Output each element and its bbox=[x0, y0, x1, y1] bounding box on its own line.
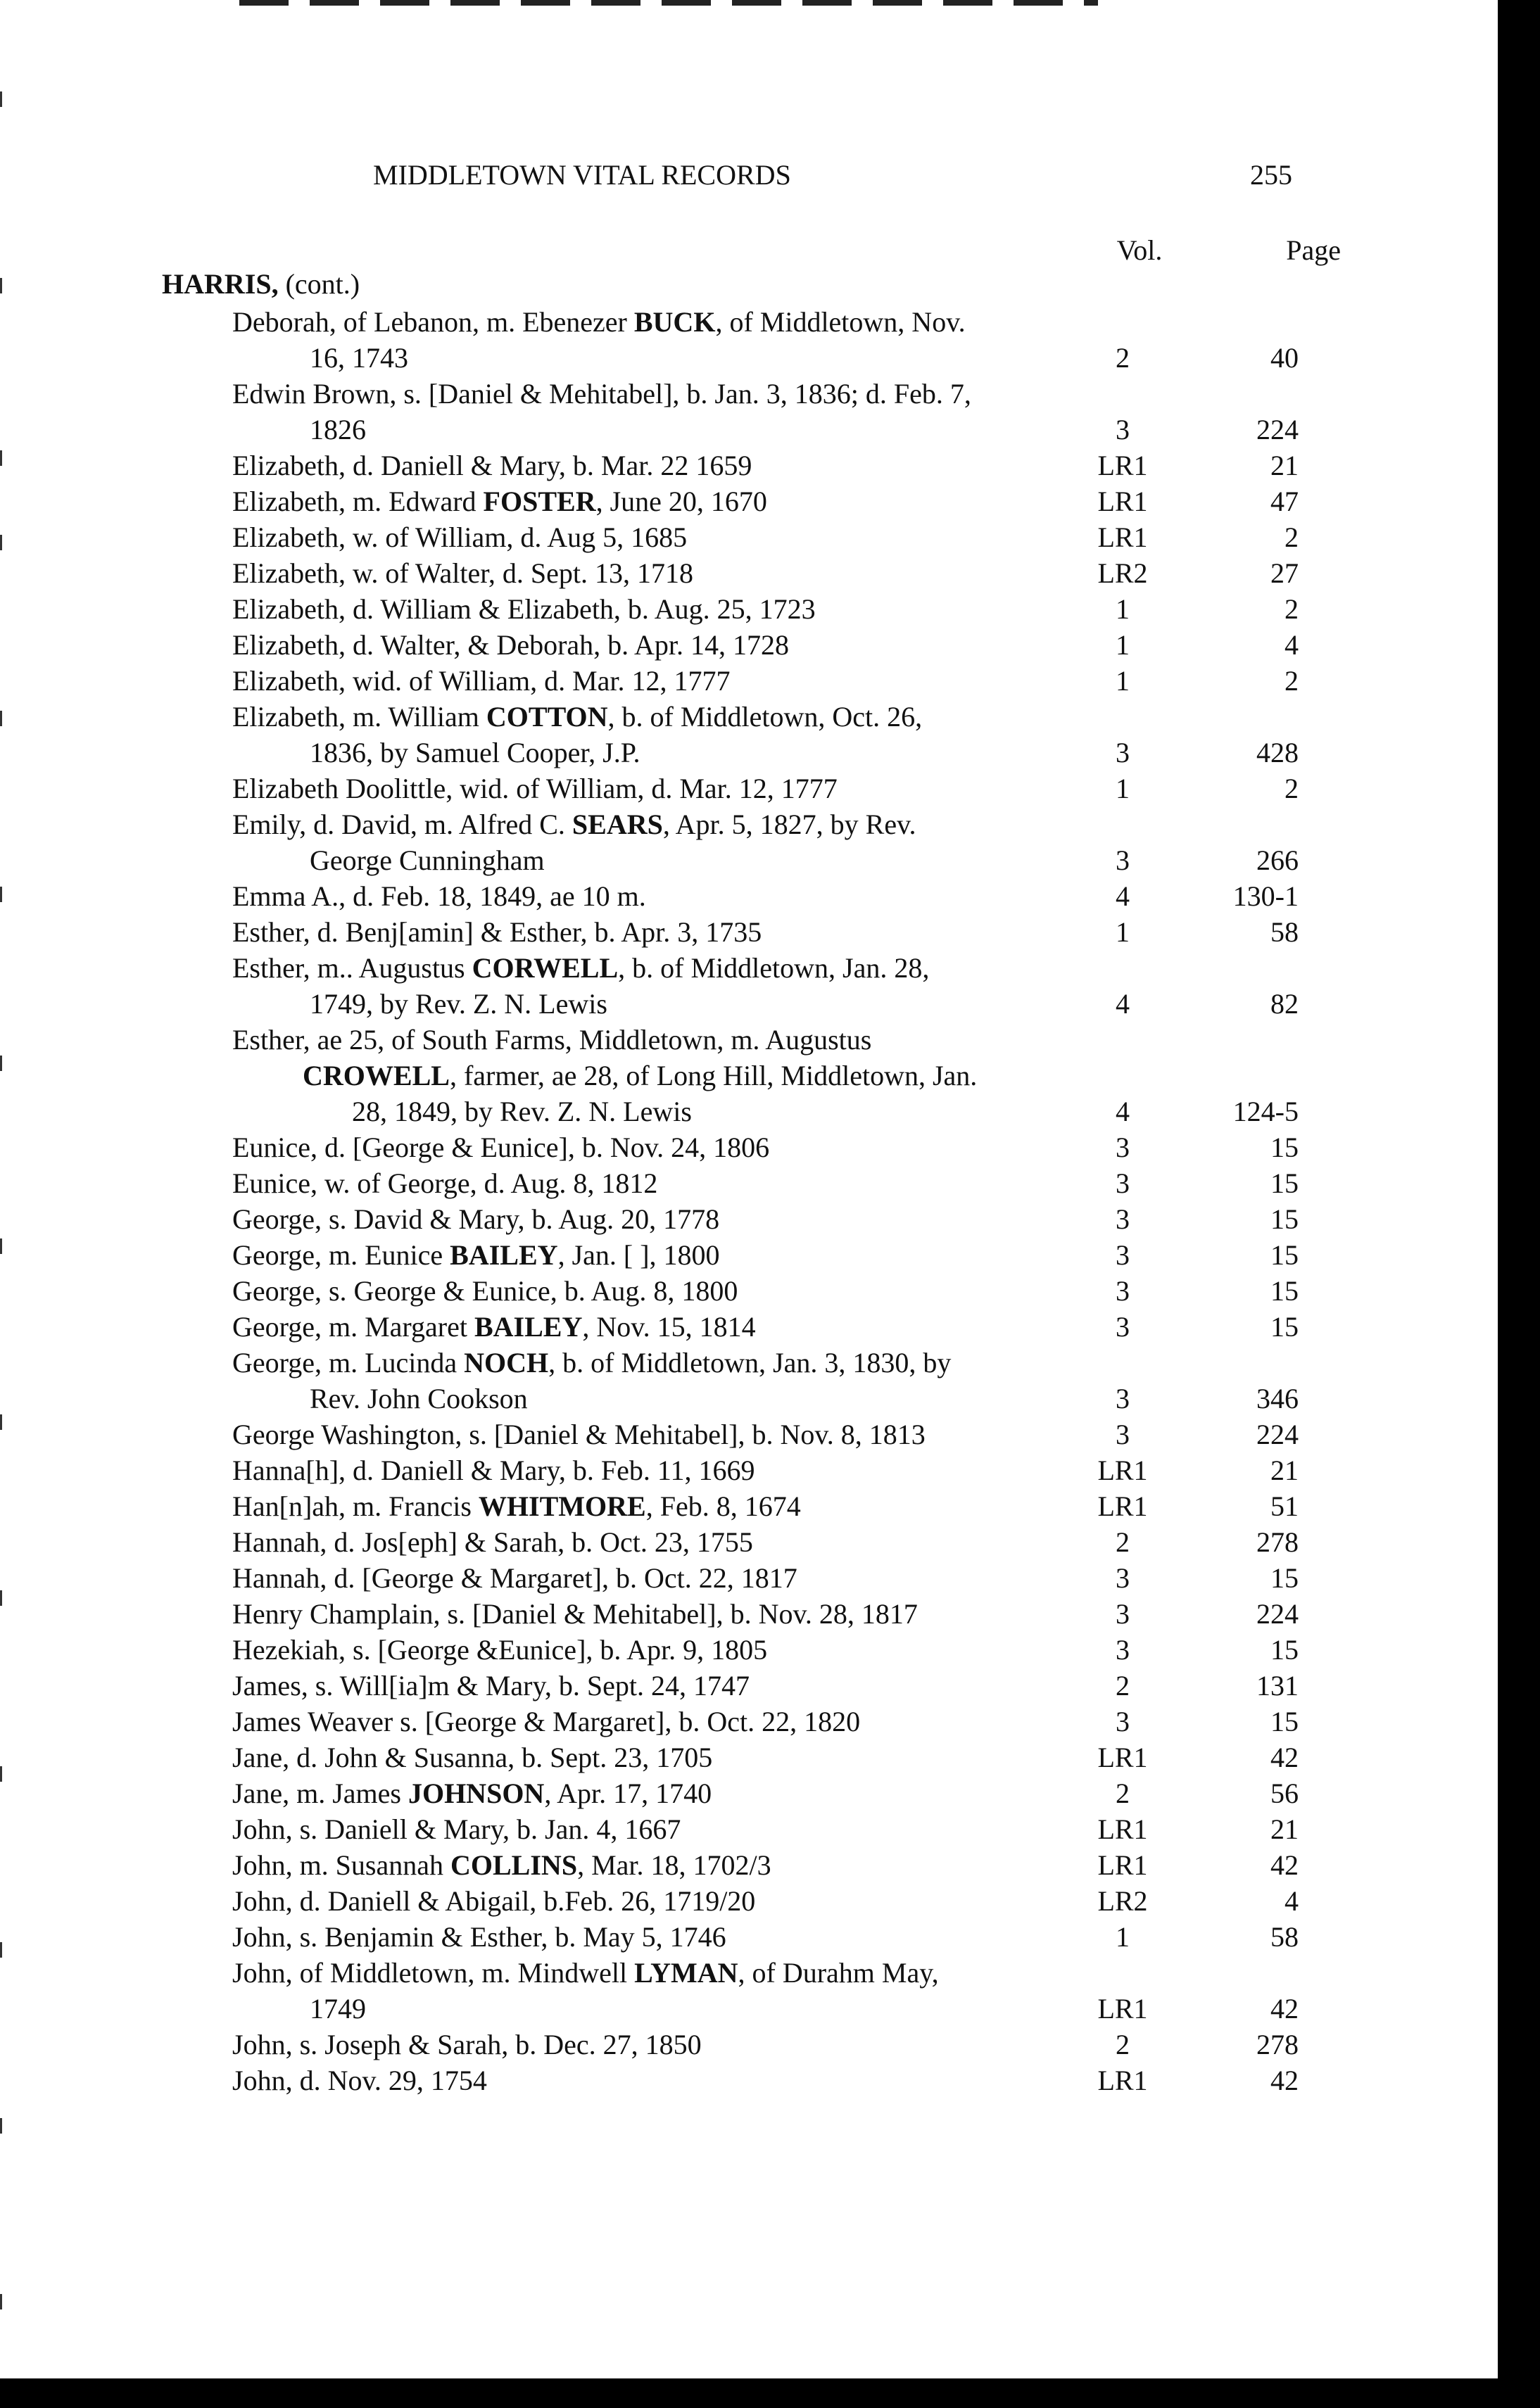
spouse-surname: BAILEY bbox=[450, 1239, 558, 1271]
entry-volume: LR1 bbox=[1097, 2065, 1148, 2096]
surname-name: HARRIS, bbox=[162, 268, 279, 300]
entry-text-segment: Edwin Brown, s. [Daniel & Mehitabel], b. Jan. 3, 1836; d. Feb. 7, bbox=[232, 378, 971, 410]
spouse-surname: COTTON bbox=[486, 701, 608, 733]
record-entry bbox=[0, 1740, 1498, 1775]
record-entry bbox=[0, 950, 1498, 1022]
entry-text bbox=[0, 1919, 1498, 1955]
entry-volume: 2 bbox=[1116, 1526, 1130, 1558]
entry-volume: LR1 bbox=[1097, 1490, 1148, 1522]
record-entry bbox=[0, 1309, 1498, 1345]
entry-text bbox=[0, 1273, 1498, 1309]
record-entry bbox=[0, 591, 1498, 627]
entry-volume: 1 bbox=[1116, 916, 1130, 948]
entry-page: 278 bbox=[1256, 1526, 1299, 1558]
entry-volume: LR1 bbox=[1097, 450, 1148, 481]
record-entry bbox=[0, 878, 1498, 914]
entry-page: 124-5 bbox=[1232, 1096, 1299, 1127]
record-entry bbox=[0, 304, 1498, 376]
entry-text bbox=[0, 448, 1498, 483]
entry-text bbox=[0, 1165, 1498, 1201]
entry-text-segment: Emily, d. David, m. Alfred C. bbox=[232, 809, 572, 840]
margin-mark bbox=[0, 278, 2, 293]
entry-text bbox=[0, 1811, 1498, 1847]
entry-text bbox=[0, 1668, 1498, 1704]
entry-volume: 1 bbox=[1116, 593, 1130, 625]
entry-volume: 4 bbox=[1116, 880, 1130, 912]
entry-text-segment: , b. of Middletown, Oct. 26, bbox=[607, 701, 923, 733]
entry-text bbox=[0, 1022, 1498, 1058]
spouse-surname: FOSTER bbox=[483, 486, 596, 517]
entry-text bbox=[0, 1524, 1498, 1560]
entry-text-segment: Hezekiah, s. [George &Eunice], b. Apr. 9, 1805 bbox=[232, 1634, 768, 1666]
entry-text-segment: Elizabeth, w. of Walter, d. Sept. 13, 1718 bbox=[232, 557, 694, 589]
entry-page: 21 bbox=[1270, 1813, 1299, 1845]
entry-page: 2 bbox=[1285, 773, 1299, 804]
entry-text-continued bbox=[0, 1991, 1498, 2027]
entry-volume: 3 bbox=[1116, 1311, 1130, 1343]
entry-page: 82 bbox=[1270, 988, 1299, 1020]
record-entry bbox=[0, 1919, 1498, 1955]
entry-page: 42 bbox=[1270, 1849, 1299, 1881]
entry-text-segment: George, s. George & Eunice, b. Aug. 8, 1800 bbox=[232, 1275, 738, 1307]
entry-text-segment: 28, 1849, by Rev. Z. N. Lewis bbox=[352, 1096, 692, 1127]
entry-text bbox=[0, 1847, 1498, 1883]
entry-text-continued bbox=[0, 1058, 1498, 1094]
entry-text-continued bbox=[0, 340, 1498, 376]
entry-page: 27 bbox=[1270, 557, 1299, 589]
entry-text-segment: 1749 bbox=[310, 1993, 366, 2024]
entry-page: 2 bbox=[1285, 665, 1299, 697]
entry-volume: 3 bbox=[1116, 1167, 1130, 1199]
entry-text-segment: Elizabeth, m. Edward bbox=[232, 486, 484, 517]
record-entry bbox=[0, 699, 1498, 771]
record-entry bbox=[0, 1273, 1498, 1309]
entry-page: 2 bbox=[1285, 593, 1299, 625]
entry-text bbox=[0, 1237, 1498, 1273]
margin-mark bbox=[0, 2294, 2, 2309]
entry-text bbox=[0, 376, 1498, 412]
record-entry bbox=[0, 1524, 1498, 1560]
entry-text-segment: John, m. Susannah bbox=[232, 1849, 450, 1881]
entry-volume: LR1 bbox=[1097, 1455, 1148, 1486]
entry-page: 42 bbox=[1270, 1993, 1299, 2024]
entry-volume: 2 bbox=[1116, 1670, 1130, 1702]
record-entry bbox=[0, 1632, 1498, 1668]
spouse-surname: CROWELL bbox=[303, 1060, 450, 1091]
entry-text bbox=[0, 1560, 1498, 1596]
page-number: 255 bbox=[1250, 159, 1292, 191]
entry-text bbox=[0, 483, 1498, 519]
record-entry bbox=[0, 1560, 1498, 1596]
record-entry bbox=[0, 1201, 1498, 1237]
entry-text bbox=[0, 1201, 1498, 1237]
entry-volume: LR1 bbox=[1097, 1742, 1148, 1773]
entry-text-segment: Eunice, w. of George, d. Aug. 8, 1812 bbox=[232, 1167, 658, 1199]
entry-text-segment: , June 20, 1670 bbox=[595, 486, 767, 517]
entry-text-segment: John, d. Nov. 29, 1754 bbox=[232, 2065, 487, 2096]
entry-volume: 1 bbox=[1116, 629, 1130, 661]
entry-text-segment: , of Durahm May, bbox=[738, 1957, 939, 1989]
entry-volume: 3 bbox=[1116, 1275, 1130, 1307]
record-entry bbox=[0, 1165, 1498, 1201]
spouse-surname: BAILEY bbox=[474, 1311, 583, 1343]
entry-volume: 3 bbox=[1116, 1634, 1130, 1666]
entry-text-segment: Jane, m. James bbox=[232, 1778, 408, 1809]
entry-text-segment: Han[n]ah, m. Francis bbox=[232, 1490, 479, 1522]
entry-text-segment: Elizabeth, m. William bbox=[232, 701, 486, 733]
spouse-surname: NOCH bbox=[464, 1347, 549, 1379]
entry-text-segment: George, m. Eunice bbox=[232, 1239, 450, 1271]
record-entry bbox=[0, 1955, 1498, 2027]
entry-text-segment: Rev. John Cookson bbox=[310, 1383, 528, 1414]
entry-page: 4 bbox=[1285, 629, 1299, 661]
record-entry bbox=[0, 1237, 1498, 1273]
entry-text-segment: Esther, m.. Augustus bbox=[232, 952, 472, 984]
entry-text-segment: Elizabeth, d. William & Elizabeth, b. Aug. 25, 1723 bbox=[232, 593, 816, 625]
entry-page: 15 bbox=[1270, 1167, 1299, 1199]
entry-text-segment: James Weaver s. [George & Margaret], b. Oct. 22, 1820 bbox=[232, 1706, 861, 1737]
spouse-surname: COLLINS bbox=[450, 1849, 578, 1881]
record-entry bbox=[0, 1596, 1498, 1632]
entry-volume: LR2 bbox=[1097, 1885, 1148, 1917]
entry-text-segment: James, s. Will[ia]m & Mary, b. Sept. 24, 1747 bbox=[232, 1670, 750, 1702]
entry-text-segment: Esther, d. Benj[amin] & Esther, b. Apr. 3, 1735 bbox=[232, 916, 762, 948]
spouse-surname: SEARS bbox=[572, 809, 663, 840]
entry-volume: LR1 bbox=[1097, 1813, 1148, 1845]
entry-page: 21 bbox=[1270, 1455, 1299, 1486]
spouse-surname: LYMAN bbox=[634, 1957, 738, 1989]
entry-volume: 3 bbox=[1116, 1419, 1130, 1450]
entry-text bbox=[0, 1309, 1498, 1345]
entry-volume: LR1 bbox=[1097, 521, 1148, 553]
entry-page: 51 bbox=[1270, 1490, 1299, 1522]
entry-text bbox=[0, 1345, 1498, 1381]
entry-text bbox=[0, 914, 1498, 950]
entry-text-segment: , Feb. 8, 1674 bbox=[645, 1490, 801, 1522]
entry-text-segment: , Jan. [ ], 1800 bbox=[557, 1239, 720, 1271]
record-entry bbox=[0, 2062, 1498, 2098]
entry-page: 15 bbox=[1270, 1132, 1299, 1163]
entry-page: 56 bbox=[1270, 1778, 1299, 1809]
entry-text bbox=[0, 591, 1498, 627]
entry-text-segment: Emma A., d. Feb. 18, 1849, ae 10 m. bbox=[232, 880, 646, 912]
entry-volume: 2 bbox=[1116, 1778, 1130, 1809]
entry-text bbox=[0, 2062, 1498, 2098]
entry-volume: 3 bbox=[1116, 1132, 1130, 1163]
spouse-surname: BUCK bbox=[633, 306, 716, 338]
entry-text-segment: Hanna[h], d. Daniell & Mary, b. Feb. 11, 1669 bbox=[232, 1455, 755, 1486]
entry-text-continued bbox=[0, 1094, 1498, 1129]
record-entry bbox=[0, 1847, 1498, 1883]
entry-text bbox=[0, 1775, 1498, 1811]
entry-text-segment: John, s. Benjamin & Esther, b. May 5, 1746 bbox=[232, 1921, 726, 1953]
entry-page: 428 bbox=[1256, 737, 1299, 768]
entry-volume: 4 bbox=[1116, 988, 1130, 1020]
entry-text-segment: Elizabeth, d. Walter, & Deborah, b. Apr. 14, 1728 bbox=[232, 629, 789, 661]
surname-suffix: (cont.) bbox=[285, 268, 360, 300]
entry-volume: 3 bbox=[1116, 844, 1130, 876]
record-entry bbox=[0, 483, 1498, 519]
entry-text-continued bbox=[0, 986, 1498, 1022]
entry-text-continued bbox=[0, 735, 1498, 771]
entry-page: 15 bbox=[1270, 1311, 1299, 1343]
column-header-vol: Vol. bbox=[1116, 234, 1163, 266]
entry-volume: 4 bbox=[1116, 1096, 1130, 1127]
entry-text bbox=[0, 304, 1498, 340]
record-entry bbox=[0, 663, 1498, 699]
entry-text-segment: Eunice, d. [George & Eunice], b. Nov. 24, 1806 bbox=[232, 1132, 770, 1163]
entry-text-segment: John, s. Daniell & Mary, b. Jan. 4, 1667 bbox=[232, 1813, 681, 1845]
entry-text-segment: , b. of Middletown, Jan. 28, bbox=[618, 952, 930, 984]
entry-text-segment: Elizabeth, wid. of William, d. Mar. 12, 1777 bbox=[232, 665, 731, 697]
entry-text bbox=[0, 555, 1498, 591]
entry-text-segment: , farmer, ae 28, of Long Hill, Middletown, Jan. bbox=[449, 1060, 978, 1091]
entry-text bbox=[0, 663, 1498, 699]
entry-text-segment: , of Middletown, Nov. bbox=[715, 306, 966, 338]
record-list bbox=[0, 304, 1498, 2098]
entry-text bbox=[0, 627, 1498, 663]
entry-text bbox=[0, 1740, 1498, 1775]
entry-volume: LR1 bbox=[1097, 1849, 1148, 1881]
record-entry bbox=[0, 1129, 1498, 1165]
entry-text-segment: George Cunningham bbox=[310, 844, 545, 876]
record-entry bbox=[0, 914, 1498, 950]
record-entry bbox=[0, 448, 1498, 483]
entry-page: 47 bbox=[1270, 486, 1299, 517]
record-entry bbox=[0, 519, 1498, 555]
entry-volume: 3 bbox=[1116, 414, 1130, 445]
entry-page: 15 bbox=[1270, 1275, 1299, 1307]
entry-text bbox=[0, 806, 1498, 842]
entry-volume: 3 bbox=[1116, 1598, 1130, 1630]
entry-text-segment: 16, 1743 bbox=[310, 342, 408, 374]
entry-text-segment: , Mar. 18, 1702/3 bbox=[577, 1849, 771, 1881]
entry-text-segment: Hannah, d. [George & Margaret], b. Oct. 22, 1817 bbox=[232, 1562, 797, 1594]
record-entry bbox=[0, 2027, 1498, 2062]
record-entry bbox=[0, 771, 1498, 806]
record-entry bbox=[0, 1345, 1498, 1417]
entry-page: 42 bbox=[1270, 1742, 1299, 1773]
entry-page: 278 bbox=[1256, 2029, 1299, 2060]
entry-page: 224 bbox=[1256, 414, 1299, 445]
spouse-surname: WHITMORE bbox=[478, 1490, 646, 1522]
entry-text bbox=[0, 1129, 1498, 1165]
entry-text-segment: , Nov. 15, 1814 bbox=[582, 1311, 756, 1343]
entry-text-segment: Elizabeth, w. of William, d. Aug 5, 1685 bbox=[232, 521, 688, 553]
entry-text bbox=[0, 1632, 1498, 1668]
entry-text bbox=[0, 1704, 1498, 1740]
entry-text bbox=[0, 699, 1498, 735]
entry-page: 346 bbox=[1256, 1383, 1299, 1414]
entry-text-segment: Esther, ae 25, of South Farms, Middletown, m. Augustus bbox=[232, 1024, 872, 1056]
record-entry bbox=[0, 1883, 1498, 1919]
entry-text-segment: John, of Middletown, m. Mindwell bbox=[232, 1957, 635, 1989]
entry-text bbox=[0, 2027, 1498, 2062]
entry-volume: 1 bbox=[1116, 665, 1130, 697]
running-head-title: MIDDLETOWN VITAL RECORDS bbox=[373, 159, 791, 191]
entry-text-continued bbox=[0, 412, 1498, 448]
margin-mark bbox=[0, 2118, 2, 2134]
entry-text-segment: George, m. Margaret bbox=[232, 1311, 474, 1343]
entry-text-segment: George Washington, s. [Daniel & Mehitabel], b. Nov. 8, 1813 bbox=[232, 1419, 926, 1450]
entry-page: 4 bbox=[1285, 1885, 1299, 1917]
entry-text-segment: 1826 bbox=[310, 414, 366, 445]
entry-text-segment: Henry Champlain, s. [Daniel & Mehitabel], b. Nov. 28, 1817 bbox=[232, 1598, 918, 1630]
entry-volume: 3 bbox=[1116, 1239, 1130, 1271]
entry-page: 15 bbox=[1270, 1203, 1299, 1235]
entry-text-segment: 1749, by Rev. Z. N. Lewis bbox=[310, 988, 607, 1020]
entry-text bbox=[0, 878, 1498, 914]
entry-page: 58 bbox=[1270, 916, 1299, 948]
entry-volume: 1 bbox=[1116, 773, 1130, 804]
entry-text-segment: , Apr. 5, 1827, by Rev. bbox=[662, 809, 916, 840]
entry-volume: 3 bbox=[1116, 1203, 1130, 1235]
entry-page: 131 bbox=[1256, 1670, 1299, 1702]
entry-page: 40 bbox=[1270, 342, 1299, 374]
entry-page: 2 bbox=[1285, 521, 1299, 553]
top-dashed-border bbox=[239, 0, 1098, 6]
spouse-surname: JOHNSON bbox=[408, 1778, 545, 1809]
entry-volume: 2 bbox=[1116, 2029, 1130, 2060]
entry-page: 21 bbox=[1270, 450, 1299, 481]
entry-text-segment: Elizabeth, d. Daniell & Mary, b. Mar. 22 1659 bbox=[232, 450, 752, 481]
record-entry bbox=[0, 1811, 1498, 1847]
entry-text-segment: Jane, d. John & Susanna, b. Sept. 23, 1705 bbox=[232, 1742, 713, 1773]
entry-text-segment: , Apr. 17, 1740 bbox=[544, 1778, 712, 1809]
spouse-surname: CORWELL bbox=[472, 952, 619, 984]
entry-text-segment: , b. of Middletown, Jan. 3, 1830, by bbox=[548, 1347, 952, 1379]
entry-page: 15 bbox=[1270, 1562, 1299, 1594]
entry-text bbox=[0, 950, 1498, 986]
entry-page: 15 bbox=[1270, 1706, 1299, 1737]
record-entry bbox=[0, 1668, 1498, 1704]
entry-volume: 1 bbox=[1116, 1921, 1130, 1953]
entry-text-segment: George, m. Lucinda bbox=[232, 1347, 465, 1379]
entry-text-segment: Deborah, of Lebanon, m. Ebenezer bbox=[232, 306, 634, 338]
entry-text bbox=[0, 771, 1498, 806]
entry-text bbox=[0, 1596, 1498, 1632]
entry-page: 130-1 bbox=[1232, 880, 1299, 912]
entry-text-segment: George, s. David & Mary, b. Aug. 20, 1778 bbox=[232, 1203, 720, 1235]
record-entry bbox=[0, 1022, 1498, 1129]
record-entry bbox=[0, 555, 1498, 591]
record-entry bbox=[0, 1417, 1498, 1452]
entry-volume: 3 bbox=[1116, 737, 1130, 768]
entry-text-continued bbox=[0, 842, 1498, 878]
surname-heading bbox=[162, 267, 360, 300]
entry-text-continued bbox=[0, 1381, 1498, 1417]
margin-mark bbox=[0, 91, 2, 107]
entry-page: 58 bbox=[1270, 1921, 1299, 1953]
entry-text bbox=[0, 1417, 1498, 1452]
record-entry bbox=[0, 1452, 1498, 1488]
entry-volume: 3 bbox=[1116, 1562, 1130, 1594]
entry-text-segment: John, d. Daniell & Abigail, b.Feb. 26, 1719/20 bbox=[232, 1885, 756, 1917]
entry-volume: LR1 bbox=[1097, 1993, 1148, 2024]
record-entry bbox=[0, 1704, 1498, 1740]
entry-text-segment: Elizabeth Doolittle, wid. of William, d. Mar. 12, 1777 bbox=[232, 773, 838, 804]
entry-page: 224 bbox=[1256, 1419, 1299, 1450]
entry-volume: LR1 bbox=[1097, 486, 1148, 517]
entry-volume: 3 bbox=[1116, 1383, 1130, 1414]
entry-volume: 3 bbox=[1116, 1706, 1130, 1737]
entry-text-segment: John, s. Joseph & Sarah, b. Dec. 27, 1850 bbox=[232, 2029, 702, 2060]
entry-page: 266 bbox=[1256, 844, 1299, 876]
record-entry bbox=[0, 376, 1498, 448]
entry-page: 42 bbox=[1270, 2065, 1299, 2096]
record-entry bbox=[0, 806, 1498, 878]
record-entry bbox=[0, 1488, 1498, 1524]
entry-text bbox=[0, 1955, 1498, 1991]
entry-volume: 2 bbox=[1116, 342, 1130, 374]
entry-page: 224 bbox=[1256, 1598, 1299, 1630]
entry-text bbox=[0, 1883, 1498, 1919]
entry-text-segment: 1836, by Samuel Cooper, J.P. bbox=[310, 737, 640, 768]
entry-volume: LR2 bbox=[1097, 557, 1148, 589]
entry-text bbox=[0, 519, 1498, 555]
entry-text bbox=[0, 1452, 1498, 1488]
record-entry bbox=[0, 1775, 1498, 1811]
entry-page: 15 bbox=[1270, 1634, 1299, 1666]
column-header-page: Page bbox=[1286, 234, 1341, 266]
entry-page: 15 bbox=[1270, 1239, 1299, 1271]
entry-text-segment: Hannah, d. Jos[eph] & Sarah, b. Oct. 23, 1755 bbox=[232, 1526, 753, 1558]
entry-text bbox=[0, 1488, 1498, 1524]
record-entry bbox=[0, 627, 1498, 663]
